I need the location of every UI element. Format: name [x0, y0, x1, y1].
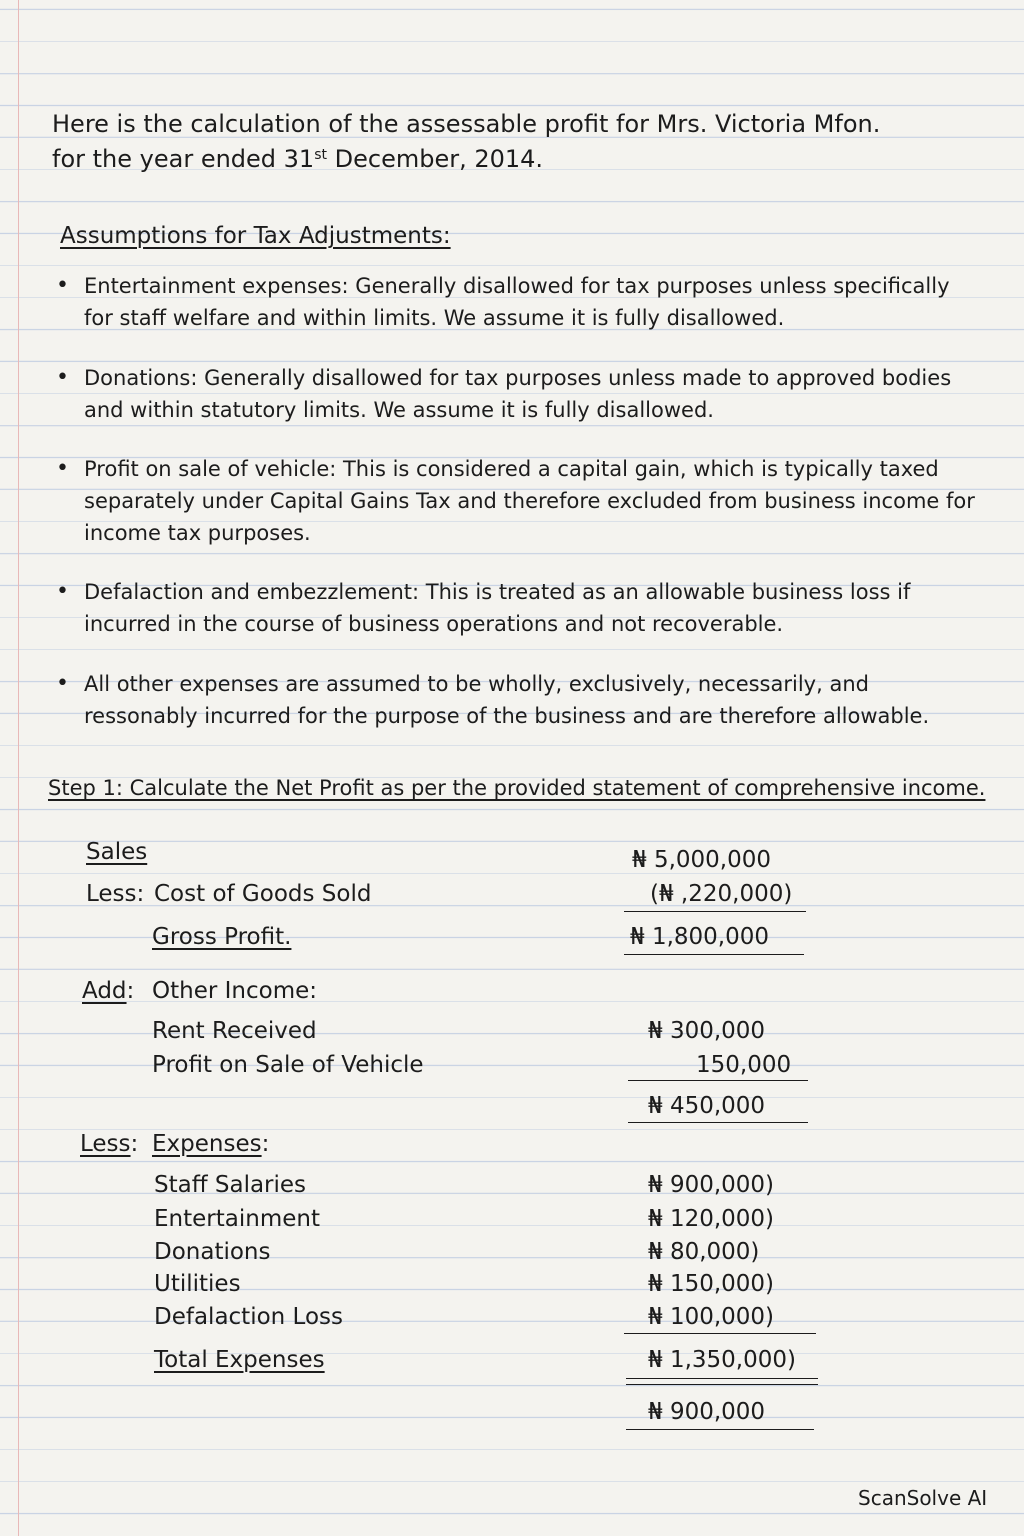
expense-value: ₦ 80,000) — [648, 1239, 760, 1265]
assumptions-heading: Assumptions for Tax Adjustments: — [60, 223, 451, 249]
vehicle-value: 150,000 — [696, 1052, 792, 1078]
less-label: Less: — [86, 881, 145, 907]
expense-label: Utilities — [154, 1271, 241, 1297]
gross-profit-value: ₦ 1,800,000 — [630, 924, 769, 950]
bullet-dot: • — [56, 671, 69, 696]
expense-label: Donations — [154, 1239, 271, 1265]
cogs-rule — [624, 911, 806, 912]
less-expenses-label — [80, 1130, 138, 1158]
sales-value: ₦ 5,000,000 — [632, 847, 771, 873]
bullet-dot: • — [56, 579, 69, 604]
expense-label: Staff Salaries — [154, 1172, 307, 1198]
other-income-total: ₦ 450,000 — [648, 1093, 766, 1119]
assumption-item: Entertainment expenses: Generally disallowed for tax purposes unless specifically for staff welfare and within limits. We assume it is fully disallowed. — [84, 274, 950, 330]
expenses-word: Expenses — [152, 1131, 262, 1157]
add-word: Add — [82, 978, 127, 1004]
expense-label: Entertainment — [154, 1206, 320, 1232]
assumption-item: Defalaction and embezzlement: This is treated as an allowable business loss if incurred in the course of business operations and not recoverable. — [84, 580, 911, 636]
expenses-rule — [624, 1333, 816, 1334]
less-word: Less — [80, 1131, 131, 1157]
total-expenses-double-rule-bottom — [626, 1384, 818, 1385]
bullet-dot: • — [56, 273, 69, 298]
cogs-label: Cost of Goods Sold — [154, 881, 372, 907]
step1-heading: Step 1: Calculate the Net Profit as per the provided statement of comprehensive income. — [48, 776, 986, 800]
assumption-item: Donations: Generally disallowed for tax purposes unless made to approved bodies and within statutory limits. We assume it is fully disallowed. — [84, 366, 952, 422]
total-expenses-label: Total Expenses — [154, 1347, 325, 1373]
net-profit-value: ₦ 900,000 — [648, 1399, 766, 1425]
intro-line-2 — [52, 145, 543, 173]
expense-value: ₦ 120,000) — [648, 1206, 775, 1232]
expenses-colon: : — [261, 1131, 270, 1157]
add-colon: : — [126, 978, 135, 1004]
total-expenses-value: ₦ 1,350,000) — [648, 1347, 796, 1373]
expense-label: Defalaction Loss — [154, 1304, 343, 1330]
sales-label: Sales — [86, 839, 148, 865]
vehicle-label: Profit on Sale of Vehicle — [152, 1052, 424, 1078]
expense-value: ₦ 900,000) — [648, 1172, 775, 1198]
bullet-dot: • — [56, 456, 69, 481]
total-expenses-double-rule-top — [626, 1378, 818, 1379]
other-income-rule — [628, 1080, 808, 1081]
assumption-item: All other expenses are assumed to be wholly, exclusively, necessarily, and ressonably incurred for the purpose of the business and are therefore allowable. — [84, 672, 930, 728]
other-income-total-rule — [628, 1122, 808, 1123]
gross-profit-rule — [624, 954, 804, 955]
rent-value: ₦ 300,000 — [648, 1018, 766, 1044]
less-colon: : — [130, 1131, 139, 1157]
other-income-label: Other Income: — [152, 978, 317, 1004]
rent-label: Rent Received — [152, 1018, 317, 1044]
expense-value: ₦ 100,000) — [648, 1304, 775, 1330]
bullet-dot: • — [56, 365, 69, 390]
watermark: ScanSolve AI — [858, 1486, 988, 1510]
intro-line-2-post: December, 2014. — [327, 145, 544, 173]
gross-profit-label: Gross Profit. — [152, 924, 292, 950]
intro-superscript: st — [314, 147, 327, 163]
intro-line-2-pre: for the year ended 31 — [52, 145, 315, 173]
add-label — [82, 977, 134, 1005]
net-profit-rule — [626, 1429, 814, 1430]
expenses-heading — [152, 1130, 269, 1158]
assumption-item: Profit on sale of vehicle: This is considered a capital gain, which is typically taxed separately under Capital Gains Tax and therefore excluded from business income for income tax purposes. — [84, 457, 975, 545]
cogs-value: (₦ ,220,000) — [650, 881, 793, 907]
intro-line-1: Here is the calculation of the assessable profit for Mrs. Victoria Mfon. — [52, 110, 881, 138]
expense-value: ₦ 150,000) — [648, 1271, 775, 1297]
